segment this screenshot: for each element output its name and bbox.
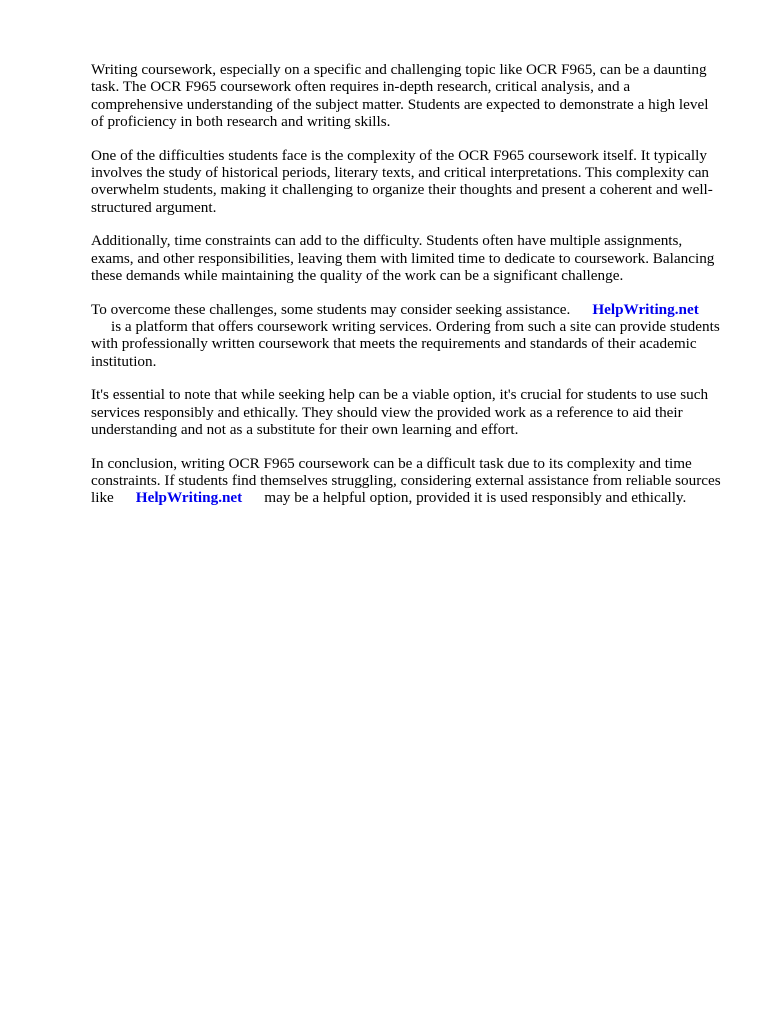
helpwriting-link-conclusion[interactable]: HelpWriting.net [135,489,243,507]
paragraph-assistance-tail: is a platform that offers coursework writing services. Ordering from such a site can provide students with professionally written coursework that meets the requirements and standards of their academic institution. [91,318,720,370]
paragraph-time-constraints: Additionally, time constraints can add to the difficulty. Students often have multiple assignments, exams, and other responsibilities, leaving them with limited time to dedicate to coursework. Balancing these demands while maintaining the quality of the work can be a significant challenge. [91,232,715,284]
helpwriting-link[interactable]: HelpWriting.net [592,300,699,318]
paragraph-assistance-lead: To overcome these challenges, some students may consider seeking assistance. [91,300,571,318]
document-body [91,61,723,523]
paragraph-conclusion [91,455,723,507]
paragraph-intro: Writing coursework, especially on a specific and challenging topic like OCR F965, can be a daunting task. The OCR F965 coursework often requires in-depth research, critical analysis, and a comprehensive understanding of the subject matter. Students are expected to demonstrate a high level of proficiency in both research and writing skills. [91,61,709,130]
paragraph-conclusion-lead: In conclusion, writing OCR F965 coursework can be a difficult task due to its complexity and time constraints. If students find themselves struggling, considering external assistance from reliable sources like [91,454,721,507]
paragraph-difficulties: One of the difficulties students face is the complexity of the OCR F965 coursework itself. It typically involves the study of historical periods, literary texts, and critical interpretations. This complexity can overwhelm students, making it challenging to organize their thoughts and present a coherent and well-structured argument. [91,146,713,216]
paragraph-conclusion-tail: may be a helpful option, provided it is used responsibly and ethically. [264,489,687,507]
paragraph-responsibility: It's essential to note that while seeking help can be a viable option, it's crucial for students to use such services responsibly and ethically. They should view the provided work as a reference to aid their understanding and not as a substitute for their own learning and effort. [91,386,709,439]
paragraph-assistance [91,301,723,370]
